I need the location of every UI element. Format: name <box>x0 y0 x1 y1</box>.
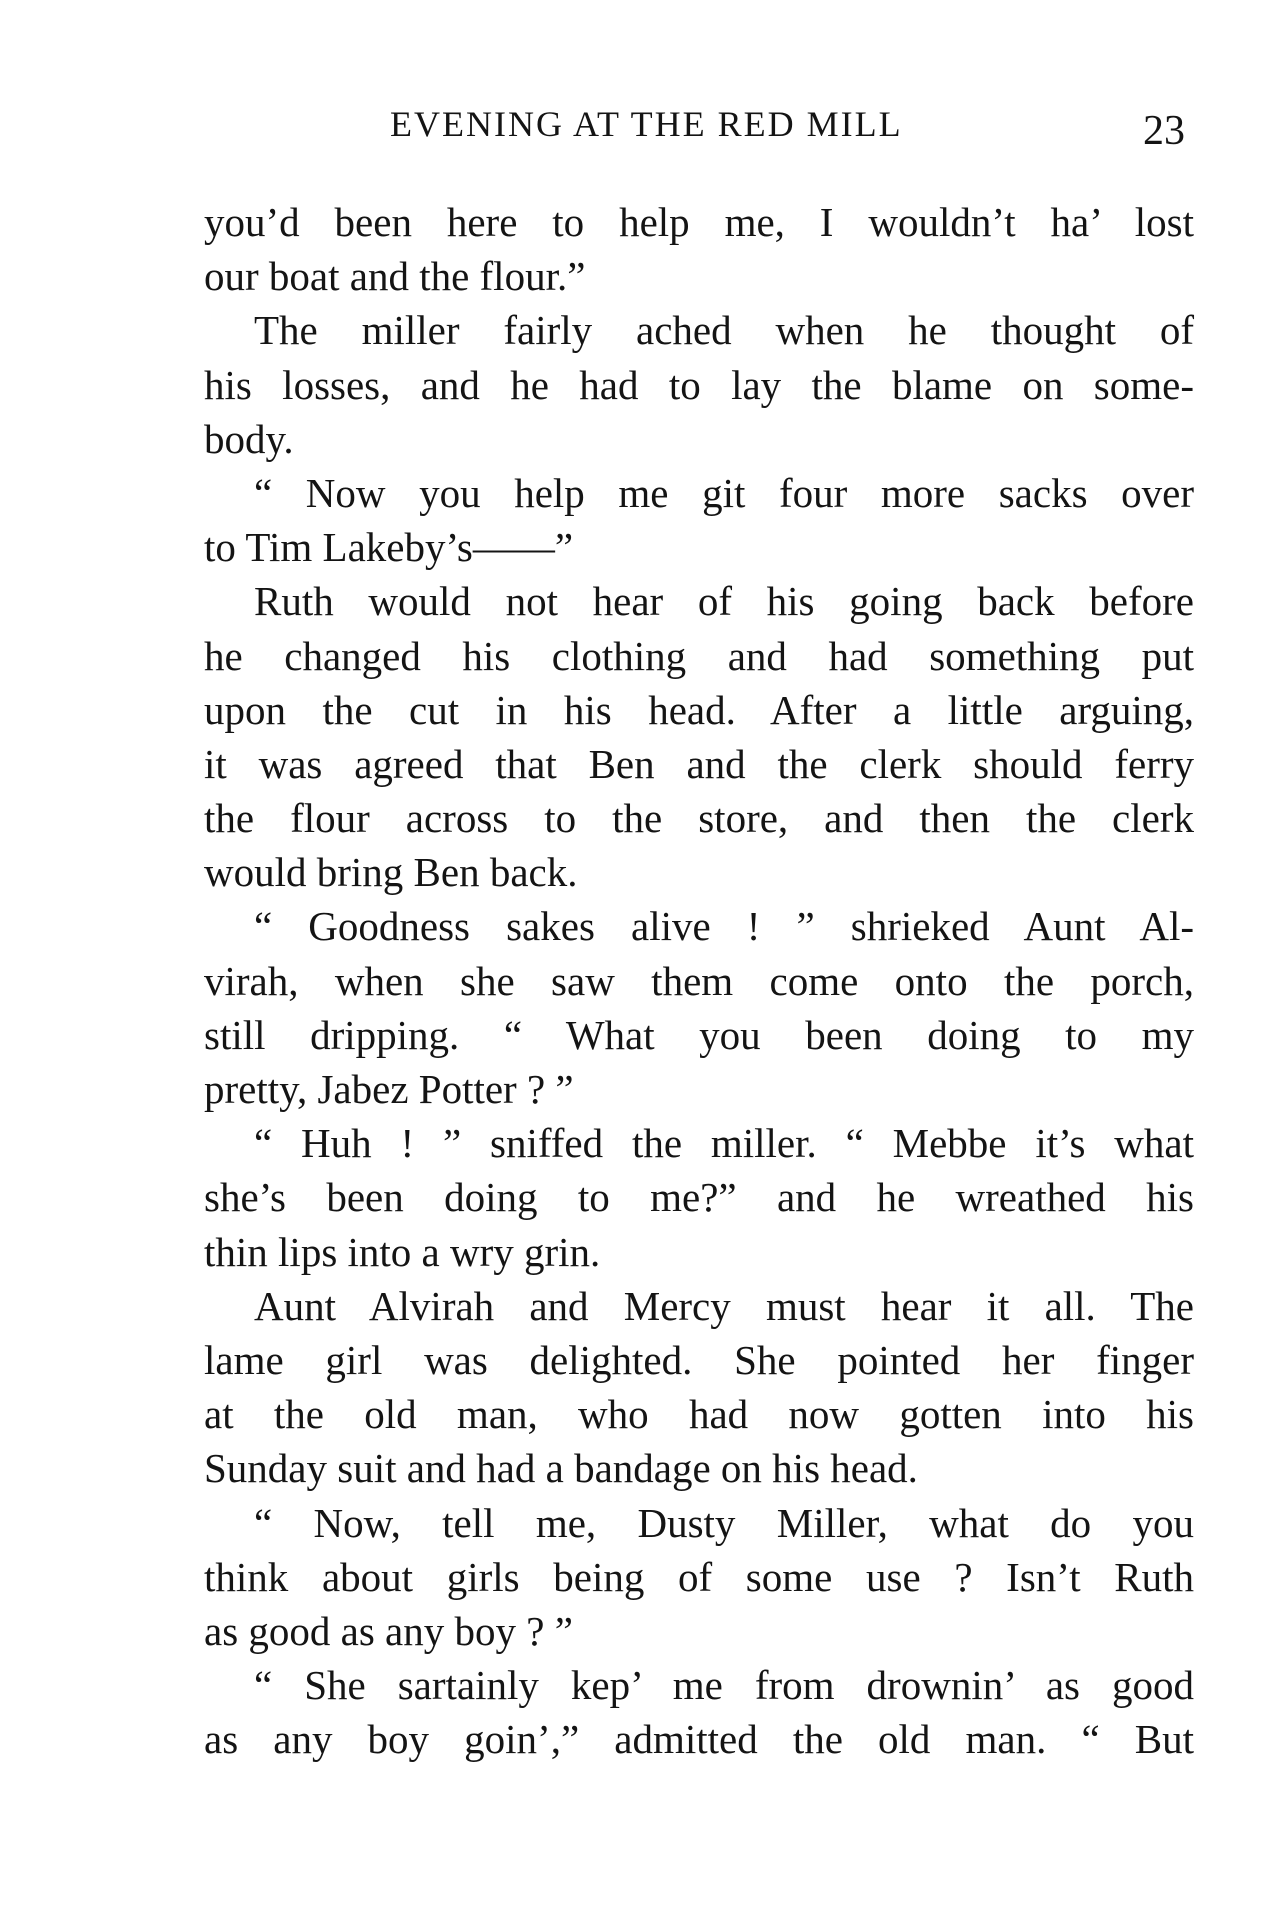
text-line: you’d been here to help me, I wouldn’t ha’ lost <box>204 199 1194 245</box>
text-line: body. <box>204 415 294 462</box>
text-line: it was agreed that Ben and the clerk should ferry <box>204 740 1194 787</box>
text-line: “ Now you help me git four more sacks over <box>254 469 1194 516</box>
text-line: at the old man, who had now gotten into his <box>204 1391 1194 1438</box>
body-text <box>204 195 1194 1766</box>
text-line: would bring Ben back. <box>204 849 578 896</box>
running-title: EVENING AT THE RED MILL <box>390 104 903 144</box>
text-line: thin lips into a wry grin. <box>204 1228 601 1275</box>
text-line: virah, when she saw them come onto the porch, <box>204 957 1194 1004</box>
text-line: “ She sartainly kep’ me from drownin’ as good <box>254 1662 1194 1709</box>
text-line: to Tim Lakeby’s——” <box>204 524 574 571</box>
text-line: as good as any boy ? ” <box>204 1607 573 1654</box>
text-line: “ Goodness sakes alive ! ” shrieked Aunt Al- <box>254 903 1194 950</box>
running-head <box>200 103 1200 163</box>
text-line: his losses, and he had to lay the blame on some- <box>204 361 1194 408</box>
page-number: 23 <box>1143 108 1185 154</box>
text-line: think about girls being of some use ? Isn’t Ruth <box>204 1553 1194 1600</box>
text-line: Sunday suit and had a bandage on his head. <box>204 1445 918 1492</box>
text-line: upon the cut in his head. After a little arguing, <box>204 686 1194 733</box>
text-line: still dripping. “ What you been doing to my <box>204 1011 1194 1058</box>
text-line: pretty, Jabez Potter ? ” <box>204 1066 574 1112</box>
text-line: Aunt Alvirah and Mercy must hear it all. The <box>254 1282 1194 1329</box>
text-line: Ruth would not hear of his going back before <box>254 578 1194 625</box>
text-line: as any boy goin’,” admitted the old man. “ But <box>204 1716 1194 1763</box>
text-line: he changed his clothing and had something put <box>204 632 1194 679</box>
text-line: “ Now, tell me, Dusty Miller, what do you <box>254 1499 1194 1546</box>
text-line: lame girl was delighted. She pointed her finger <box>204 1336 1194 1383</box>
text-line: “ Huh ! ” sniffed the miller. “ Mebbe it’s what <box>254 1120 1194 1167</box>
text-line: the flour across to the store, and then the clerk <box>204 795 1194 842</box>
text-line: The miller fairly ached when he thought of <box>254 307 1194 354</box>
text-line: our boat and the flour.” <box>204 253 586 300</box>
text-line: she’s been doing to me?” and he wreathed his <box>204 1174 1194 1221</box>
